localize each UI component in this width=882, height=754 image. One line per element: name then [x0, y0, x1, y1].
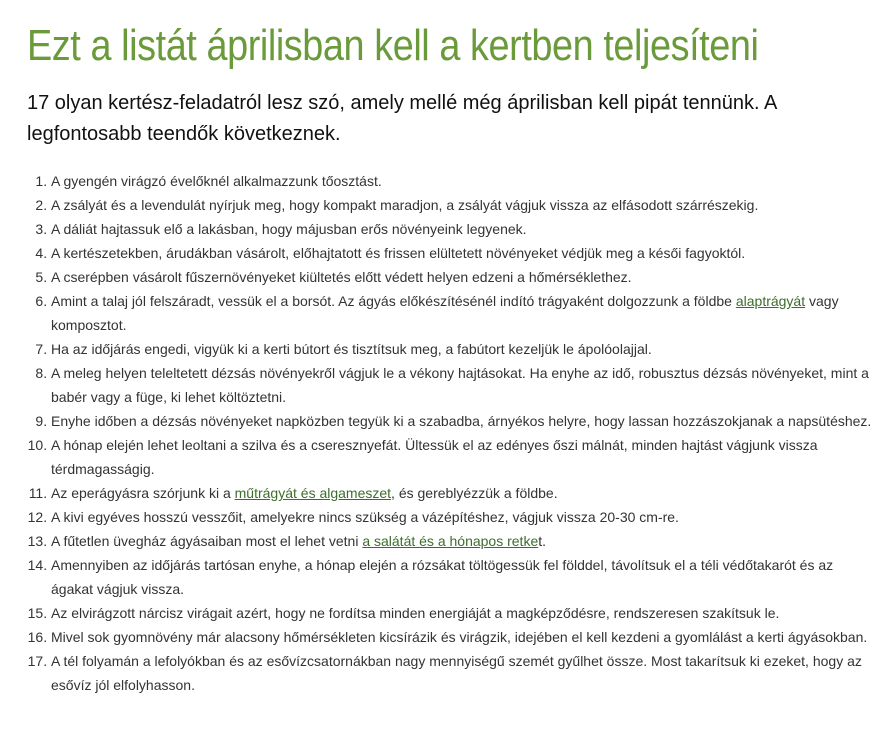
- list-item: [51, 217, 872, 241]
- list-item-text: t.: [538, 533, 547, 549]
- list-item-text: Ha az időjárás engedi, vigyük ki a kerti bútort és tisztítsuk meg, a fabútort kezeljük le ápolóolajjal.: [51, 341, 652, 357]
- list-item: [51, 601, 872, 625]
- list-item-text: Az eperágyásra szórjunk ki a: [51, 485, 235, 501]
- list-item-text: Amennyiben az időjárás tartósan enyhe, a hónap elején a rózsákat töltögessük fel földdel, távolítsuk el a téli védőtakarót és az ágakat vágjuk vissza.: [51, 557, 834, 597]
- lead-paragraph: 17 olyan kertész-feladatról lesz szó, amely mellé még áprilisban kell pipát tennünk. A legfontosabb teendők következnek.: [27, 92, 777, 145]
- list-item-text: Amint a talaj jól felszáradt, vessük el a borsót. Az ágyás előkészítésénél indító trágyaként dolgozzunk a földbe: [51, 293, 736, 309]
- list-item: [51, 505, 872, 529]
- task-list: [27, 169, 872, 697]
- list-item-text: A cserépben vásárolt fűszernövényeket kiültetés előtt védett helyen edzeni a hőmérséklethez.: [51, 269, 632, 285]
- list-item: [51, 361, 872, 409]
- list-item-text: A kivi egyéves hosszú vesszőit, amelyekre nincs szükség a vázépítéshez, vágjuk vissza 20-30 cm-re.: [51, 509, 679, 525]
- list-item-text: , és gereblyézzük a földbe.: [391, 485, 558, 501]
- list-item-text: A dáliát hajtassuk elő a lakásban, hogy májusban erős növényeink legyenek.: [51, 221, 527, 237]
- list-item: [51, 625, 872, 649]
- page-title: Ezt a listát áprilisban kell a kertben teljesíteni: [27, 21, 759, 70]
- list-item: [51, 169, 872, 193]
- list-item-text: A kertészetekben, árudákban vásárolt, előhajtatott és frissen elültetett növényeket védjük meg a késői fagyoktól.: [51, 245, 746, 261]
- list-item-text: A tél folyamán a lefolyókban és az esővízcsatornákban nagy mennyiségű szemét gyűlhet össze. Most takarítsuk ki ezeket, hogy az esővíz jól elfolyhasson.: [51, 653, 862, 693]
- list-item: [51, 433, 872, 481]
- inline-link[interactable]: műtrágyát és algameszet: [234, 485, 392, 501]
- list-item-text: Az elvirágzott nárcisz virágait azért, hogy ne fordítsa minden energiáját a magképződésre, rendszeresen szakítsuk le.: [51, 605, 780, 621]
- list-item-text: vagy komposztot.: [51, 293, 839, 333]
- inline-link[interactable]: alaptrágyát: [735, 293, 806, 309]
- list-item: [51, 337, 872, 361]
- list-item: [51, 409, 872, 433]
- list-item-text: A meleg helyen teleltetett dézsás növényekről vágjuk le a vékony hajtásokat. Ha enyhe az idő, robusztus dézsás növényeket, mint a babér vagy a füge, ki lehet költöztetni.: [51, 365, 869, 405]
- list-item: [51, 289, 872, 337]
- list-item-text: A fűtetlen üvegház ágyásaiban most el lehet vetni: [51, 533, 363, 549]
- list-item: [51, 553, 872, 601]
- list-item: [51, 241, 872, 265]
- list-item: [51, 193, 872, 217]
- list-item-text: A zsályát és a levendulát nyírjuk meg, hogy kompakt maradjon, a zsályát vágjuk vissza az elfásodott szárrészekig.: [51, 197, 759, 213]
- list-item-text: A hónap elején lehet leoltani a szilva és a cseresznyefát. Ültessük el az edényes őszi málnát, minden hajtást vágjunk vissza térdmagasságig.: [51, 437, 818, 477]
- list-item-text: A gyengén virágzó évelőknél alkalmazzunk tőosztást.: [51, 173, 382, 189]
- inline-link[interactable]: a salátát és a hónapos retke: [362, 533, 539, 549]
- list-item-text: Enyhe időben a dézsás növényeket napközben tegyük ki a szabadba, árnyékos helyre, hogy lassan hozzászokjanak a napsütéshez.: [51, 413, 872, 429]
- list-item: [51, 529, 872, 553]
- list-item: [51, 649, 872, 697]
- list-item: [51, 265, 872, 289]
- list-item-text: Mivel sok gyomnövény már alacsony hőmérsékleten kicsírázik és virágzik, idejében el kell kezdeni a gyomlálást a kerti ágyásokban.: [51, 629, 868, 645]
- list-item: [51, 481, 872, 505]
